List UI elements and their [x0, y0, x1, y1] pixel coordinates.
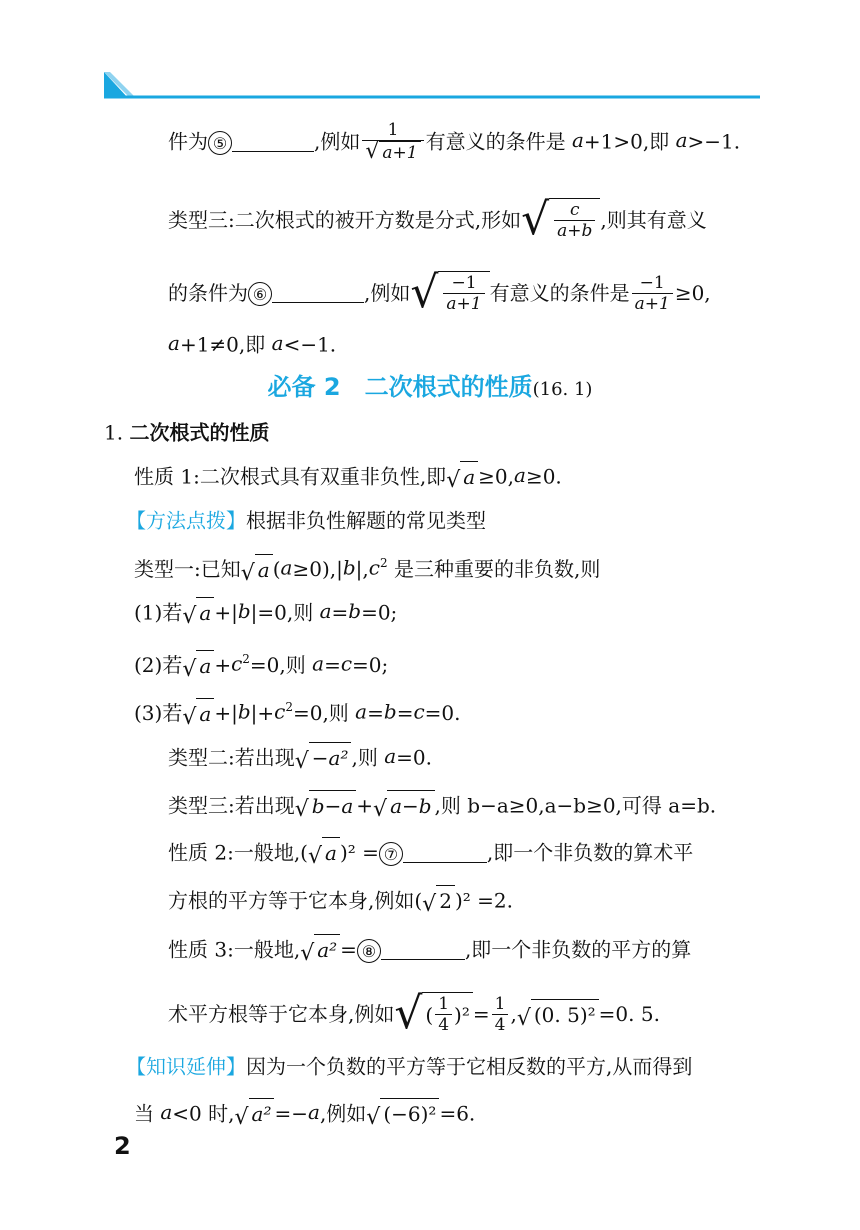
var: b	[237, 599, 251, 623]
answer-blank-7[interactable]	[379, 838, 487, 868]
var: a	[312, 651, 325, 676]
text: 性质 1:二次根式具有双重非负性,即	[134, 464, 447, 489]
radicand: (0. 5)²	[533, 1002, 596, 1027]
text: <−1.	[283, 332, 337, 357]
text: ,例如	[364, 281, 411, 305]
text: =0.	[396, 745, 432, 770]
text: ≥0),|	[292, 557, 343, 582]
radicand: a²	[251, 1102, 272, 1126]
denominator: a+1	[634, 293, 670, 314]
text: ,则其有意义	[600, 208, 707, 232]
numerator: 1	[438, 994, 450, 1014]
var: c	[340, 651, 353, 676]
sqrt-fraction: √ $\frac{c}{a+b}$	[521, 198, 600, 242]
text: <0 时,	[172, 1101, 235, 1126]
text: 性质 2:一般地,(	[168, 840, 308, 865]
text: =0;	[361, 600, 398, 625]
text: =0,则	[292, 701, 356, 726]
radicand: a−b	[390, 794, 432, 818]
text: =	[396, 701, 414, 726]
text: =0.	[424, 701, 461, 726]
paren-power: )²	[454, 1002, 470, 1027]
method-tip	[126, 504, 486, 536]
var: a	[168, 331, 180, 355]
var: c	[274, 699, 286, 724]
numerator: c	[570, 200, 580, 220]
text: ≥0,	[674, 281, 711, 305]
var: a	[675, 128, 688, 152]
subsection-text: 二次根式的性质	[129, 420, 270, 445]
paren: (	[425, 1002, 434, 1027]
text: =0. 5.	[598, 1002, 660, 1026]
text: +	[356, 793, 374, 818]
exponent: 2	[379, 556, 388, 570]
example-2: (2)若 √ a $+c^2=0$,则 a=c=0;	[134, 651, 389, 682]
var: a	[384, 744, 397, 768]
var: b	[383, 699, 397, 724]
text: =	[340, 937, 357, 962]
text: 类型二:若出现	[168, 745, 295, 770]
text: )² =2.	[454, 888, 513, 913]
fraction: 1 √ a+1	[362, 120, 423, 163]
radicand: a	[325, 841, 337, 865]
text: 当	[134, 1101, 161, 1126]
radicand: b−a	[311, 794, 354, 818]
text: ,即一个非负数的算术平	[486, 840, 694, 865]
text: )² =	[339, 840, 379, 865]
radicand: a	[463, 465, 476, 489]
text: +|	[214, 701, 238, 726]
text: 类型三:若出现	[168, 793, 295, 818]
knowledge-extension	[126, 1050, 692, 1082]
text: ,例如	[314, 129, 361, 154]
exponent: 2	[242, 652, 250, 666]
text: >−1.	[687, 129, 741, 154]
property-2: 性质 2:一般地,( √ a )² = ⑦ ,即一个非负数的算术平	[168, 836, 693, 868]
line-2	[168, 194, 707, 245]
text: ,即一个非负数的平方的算	[464, 937, 692, 962]
text: |=0,则	[250, 600, 320, 625]
text: =6.	[439, 1101, 476, 1126]
text: (	[272, 557, 281, 582]
text: +|	[214, 600, 238, 625]
text: 方根的平方等于它本身,例如(	[168, 888, 423, 913]
section-title	[0, 367, 860, 402]
text: +1≠0,即	[179, 332, 266, 357]
text: ,则	[351, 745, 385, 770]
text: 有意义的条件是	[425, 129, 566, 154]
blank-number: ⑥	[248, 282, 272, 306]
tip-text: 根据非负性解题的常见类型	[246, 508, 486, 533]
blank-number: ⑧	[357, 939, 381, 963]
text: =	[472, 1002, 490, 1026]
page-number: 2	[114, 1132, 131, 1160]
radicand: 2	[439, 889, 452, 913]
numerator: −1	[639, 272, 665, 293]
text: =0;	[352, 653, 389, 678]
type-1: 类型一:已知 √ a $(a\ge 0),|b|,c^2$ 是三种重要的非负数,则	[134, 555, 601, 586]
denominator: 4	[435, 1014, 452, 1035]
denominator: 4	[492, 1014, 509, 1035]
text: +	[214, 653, 232, 678]
text: 类型三:二次根式的被开方数是分式,形如	[168, 208, 522, 232]
property-1: 性质 1:二次根式具有双重非负性,即 √ a ≥0,a≥0.	[134, 463, 562, 493]
tip-tag: 【方法点拨】	[126, 508, 246, 533]
var: c	[368, 555, 380, 580]
property-2-cont: 方根的平方等于它本身,例如( √ 2 )² =2.	[168, 884, 513, 916]
var: c	[231, 651, 243, 676]
radicand: a	[199, 701, 212, 726]
subsection-number: 1.	[104, 420, 124, 445]
text: (3)若	[134, 701, 183, 726]
var: a	[514, 463, 526, 487]
text: +1>0,即	[583, 129, 670, 154]
answer-blank-5[interactable]	[208, 127, 314, 157]
denominator: a+1	[446, 294, 482, 314]
radicand: a	[199, 653, 212, 678]
text: ,则 b−a≥0,a−b≥0,可得 a=b.	[434, 793, 717, 818]
numerator: −1	[451, 273, 477, 293]
text: 术平方根等于它本身,例如	[168, 1002, 395, 1026]
radicand: (−6)²	[383, 1102, 437, 1126]
text: =	[367, 701, 384, 726]
text: 类型一:已知	[134, 557, 241, 582]
var: a	[160, 1100, 173, 1124]
text: |+	[250, 701, 275, 726]
type-2: 类型二:若出现 √ −a² ,则 a=0.	[168, 744, 432, 774]
text: =	[324, 653, 341, 678]
text: 件为	[168, 129, 208, 154]
radicand: a	[199, 601, 212, 625]
subsection-heading	[104, 416, 269, 448]
property-3-cont: 术平方根等于它本身,例如 √ ( $\frac{1}{4}$ )² = $\frac{1}{4}$ , √ (0. 5)² =0. 5.	[168, 988, 660, 1039]
var: a	[571, 128, 584, 152]
exponent: 2	[285, 700, 293, 714]
type-3: 类型三:若出现 √ b−a + √ a−b ,则 b−a≥0,a−b≥0,可得 a=b.	[168, 789, 716, 821]
radicand: a²	[317, 938, 338, 962]
radicand: a+1	[382, 142, 418, 163]
blank-number: ⑤	[208, 131, 232, 155]
answer-blank-6[interactable]	[248, 278, 364, 308]
var: a	[308, 1100, 320, 1124]
sqrt-fraction: √ $\frac{-1}{a+1}$	[410, 271, 489, 315]
text: ,例如	[319, 1101, 367, 1126]
text: (2)若	[134, 653, 183, 678]
title-main: 必备 2 二次根式的性质	[267, 373, 533, 401]
page-header-band	[0, 0, 860, 110]
text: 的条件为	[168, 281, 248, 305]
text: (1)若	[134, 600, 183, 625]
text: ≥0,	[478, 464, 514, 489]
tip-text: 因为一个负数的平方等于它相反数的平方,从而得到	[246, 1054, 693, 1079]
var: c	[413, 699, 425, 724]
numerator: 1	[494, 993, 506, 1014]
text: ≥0.	[525, 464, 562, 489]
text: =0,则	[249, 653, 313, 678]
fraction	[632, 273, 673, 314]
line-4	[168, 328, 336, 360]
example-3: (3)若 √ a $+|b|+c^2=0$,则 a=b=c=0.	[134, 699, 461, 730]
blank-number: ⑦	[379, 842, 403, 866]
radicand: a	[257, 557, 270, 582]
text: =−	[274, 1101, 308, 1126]
line-3	[168, 267, 711, 318]
radicand: −a²	[311, 746, 349, 770]
var: b	[348, 599, 362, 623]
knowledge-extension-cont: 当 a<0 时, √ a² =−a,例如 √ (−6)² =6.	[134, 1100, 476, 1130]
header-corner-triangle	[104, 72, 128, 98]
text: 性质 3:一般地,	[168, 937, 301, 962]
text: |,	[355, 557, 369, 582]
text: 有意义的条件是	[489, 281, 630, 305]
var: b	[237, 699, 251, 724]
denominator: a+b	[557, 221, 593, 241]
example-1: (1)若 √ a +|b|=0,则 a=b=0;	[134, 599, 398, 629]
numerator: 1	[387, 120, 399, 140]
title-sub: (16. 1)	[532, 379, 593, 400]
text: ,	[510, 1002, 517, 1026]
var: a	[280, 555, 293, 580]
var: b	[342, 555, 356, 580]
answer-blank-8[interactable]	[357, 935, 465, 965]
text: 是三种重要的非负数,则	[387, 557, 601, 582]
var: a	[355, 699, 368, 724]
line-1	[168, 120, 740, 163]
text: =	[331, 600, 349, 625]
property-3: 性质 3:一般地, √ a² = ⑧ ,即一个非负数的平方的算	[168, 933, 691, 965]
var: a	[271, 331, 284, 355]
tip-tag: 【知识延伸】	[126, 1054, 246, 1079]
var: a	[319, 599, 332, 623]
